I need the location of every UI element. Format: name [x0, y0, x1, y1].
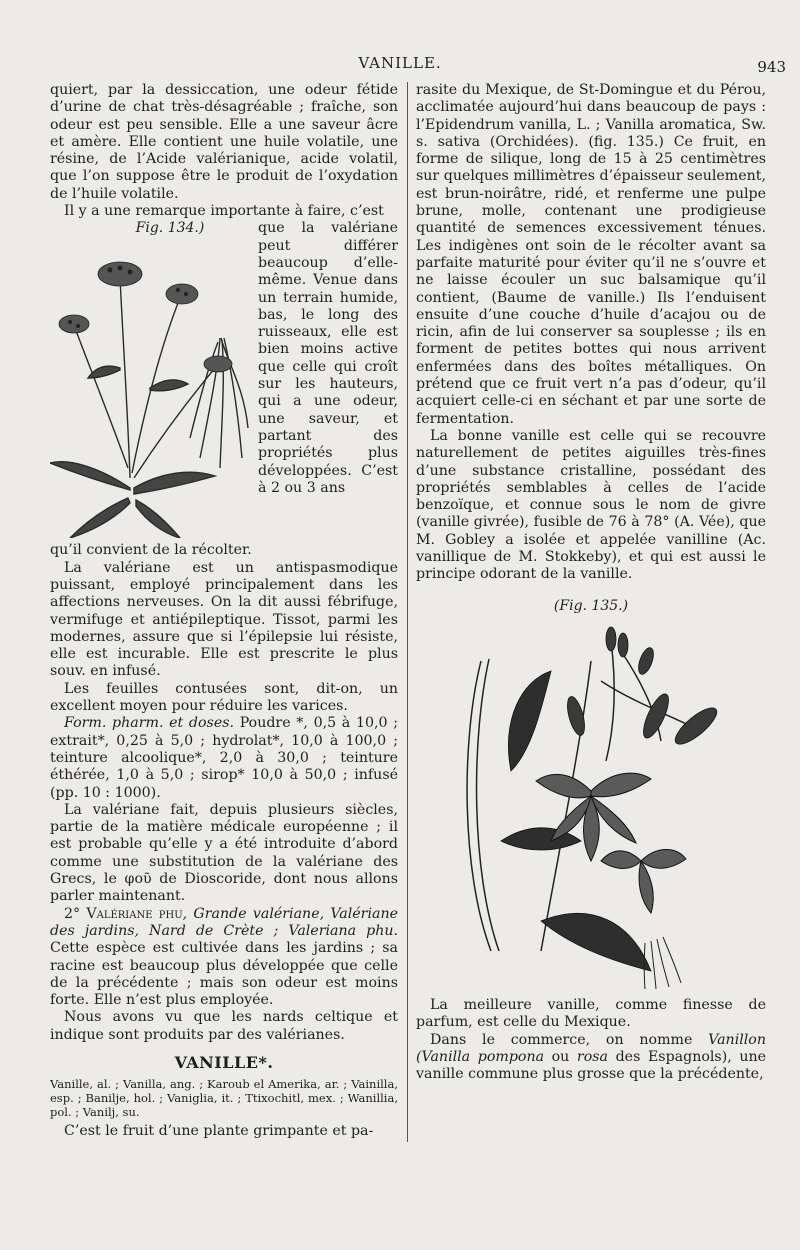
paragraph: La meilleure vanille, comme finesse de parfum, est celle du Mexique. [416, 996, 766, 1031]
paragraph: quiert, par la dessiccation, une odeur fétide d’urine de chat très-désagréable ; fraîche, son odeur est peu sensible. Elle a une saveur âcre et amère. Elle contient une huile volatile, une résine, de l’Acide valérianique, acide volatil, que l’on suppose être le produit de l’oxydation de l’huile volatile. [50, 82, 398, 202]
paragraph [50, 715, 398, 801]
paragraph [416, 1032, 766, 1084]
column-divider [407, 82, 408, 1142]
term: rosa [576, 1048, 608, 1065]
formula-text: Poudre *, 0,5 à 10,0 ; extrait*, 0,25 à 5,0 ; hydrolat*, 10,0 à 100,0 ; teinture alcoolique*, 2,0 à 30,0 ; teinture éthérée, 1,0 à 5,0 ; sirop* 10,0 à 50,0 ; infusé (pp. 10 : 1000). [50, 715, 398, 801]
paragraph: La valériane est un antispasmodique puissant, employé principalement dans les affections nerveuses. On la dit aussi fébrifuge, vermifuge et antiépileptique. Tissot, parmi les modernes, assure que si l’épilepsie lui résiste, elle est incurable. Elle est prescrite le plus souv. en infusé. [50, 559, 398, 680]
term: Vanillon (Vanilla pompona [416, 1031, 766, 1065]
figure-135 [416, 598, 766, 991]
text: ou [544, 1048, 577, 1065]
right-column [416, 82, 766, 1083]
synonyms-list: Vanille, al. ; Vanilla, ang. ; Karoub el Amerika, ar. ; Vainilla, esp. ; Banilje, hol. ; Vaniglia, it. ; Ttixochitl, mex. ; Wanillia, pol. ; Vanilj, su. [50, 1077, 398, 1120]
paragraph: La valériane fait, depuis plusieurs siècles, partie de la matière médicale européenne ; il est probable qu’elle y a été introduite d’abord comme une substitution de la valériane des Grecs, le φοῦ de Dioscoride, dont nous allons parler maintenant. [50, 801, 398, 905]
left-column [50, 82, 398, 1141]
paragraph: La bonne vanille est celle qui se recouvre naturellement de petites aiguilles très-fines d’une substance cristalline, possédant des propriétés semblables à celles de l’acide benzoïque, et connue sous le nom de givre (vanille givrée), fusible de 76 à 78° (A. Vée), que M. Gobley a isolée et appelée vanilline (Ac. vanillique de M. Stokkeby), et qui est aussi le principe odorant de la vanille. [416, 427, 766, 583]
vanilla-orchid-illustration [441, 621, 741, 991]
paragraph: rasite du Mexique, de St-Domingue et du Pérou, acclimatée aujourd’hui dans beaucoup de pays : l’Epidendrum vanilla, L. ; Vanilla aromatica, Sw. s. sativa (Orchidées). (fig. 135.) Ce fruit, en forme de silique, long de 15 à 25 centimètres sur quelques millimètres d’épaisseur seulement, est brun-noirâtre, ridé, et renferme une pulpe brune, molle, contenant une prodigieuse quantité de semences excessivement ténues. Les indigènes ont soin de le récolter avant sa parfaite maturité pour éviter qu’il ne s’ouvre et ne laisse écouler un suc balsamique qu’il contient, (Baume de vanille.) Ils l’enduisent ensuite d’une couche d’huile d’acajou ou de ricin, afin de lui conserver sa souplesse ; ils en forment de petites bottes qui nous arrivent enfermées dans des boîtes métalliques. On prétend que ce fruit vert n’a pas d’odeur, qu’il acquiert celle-ci en séchant et par une sorte de fermentation. [416, 82, 766, 427]
entry-number: 2° [64, 905, 87, 922]
paragraph: que la valériane peut différer beaucoup d’elle-même. Venue dans un terrain humide, bas, le long des ruisseaux, elle est bien moins active que celle qui croît sur les hauteurs, qui a une odeur, une saveur, et partant des propriétés plus développées. C’est à 2 ou 3 ans [258, 220, 398, 496]
figure-caption: (Fig. 135.) [553, 597, 629, 614]
entry-synonyms: , Grande valériane, Valériane des jardins, Nard de Crète ; Valeriana phu. [50, 905, 398, 939]
entry-text: Cette espèce est cultivée dans les jardins ; sa racine est beaucoup plus développée que celle de la précédente ; mais son odeur est moins forte. Elle n’est plus employée. [50, 940, 398, 1009]
entry-name: Valériane phu [86, 905, 183, 922]
valerian-plant-illustration [50, 238, 250, 538]
section-title: VANILLE*. [174, 1052, 274, 1072]
paragraph [50, 906, 398, 1010]
figure-134 [50, 220, 250, 542]
paragraph: Les feuilles contusées sont, dit-on, un excellent moyen pour réduire les varices. [50, 680, 398, 715]
paragraph: Nous avons vu que les nards celtique et indique sont produits par des valérianes. [50, 1009, 398, 1043]
formula-lead: Form. pharm. et doses. [64, 715, 235, 732]
text: des Espagnols), une vanille commune plus grosse que la précédente, [416, 1048, 767, 1083]
page-number: 943 [757, 58, 786, 76]
paragraph: C’est le fruit d’une plante grimpante et pa- [64, 1123, 374, 1140]
running-head: VANILLE. [358, 54, 442, 72]
paragraph: qu’il convient de la récolter. [50, 542, 252, 559]
figure-caption: Fig. 134.) [135, 220, 205, 237]
text: Dans le commerce, on nomme [430, 1031, 709, 1048]
figure-wrap-section [50, 220, 398, 542]
paragraph: Il y a une remarque importante à faire, c’est [64, 203, 384, 220]
